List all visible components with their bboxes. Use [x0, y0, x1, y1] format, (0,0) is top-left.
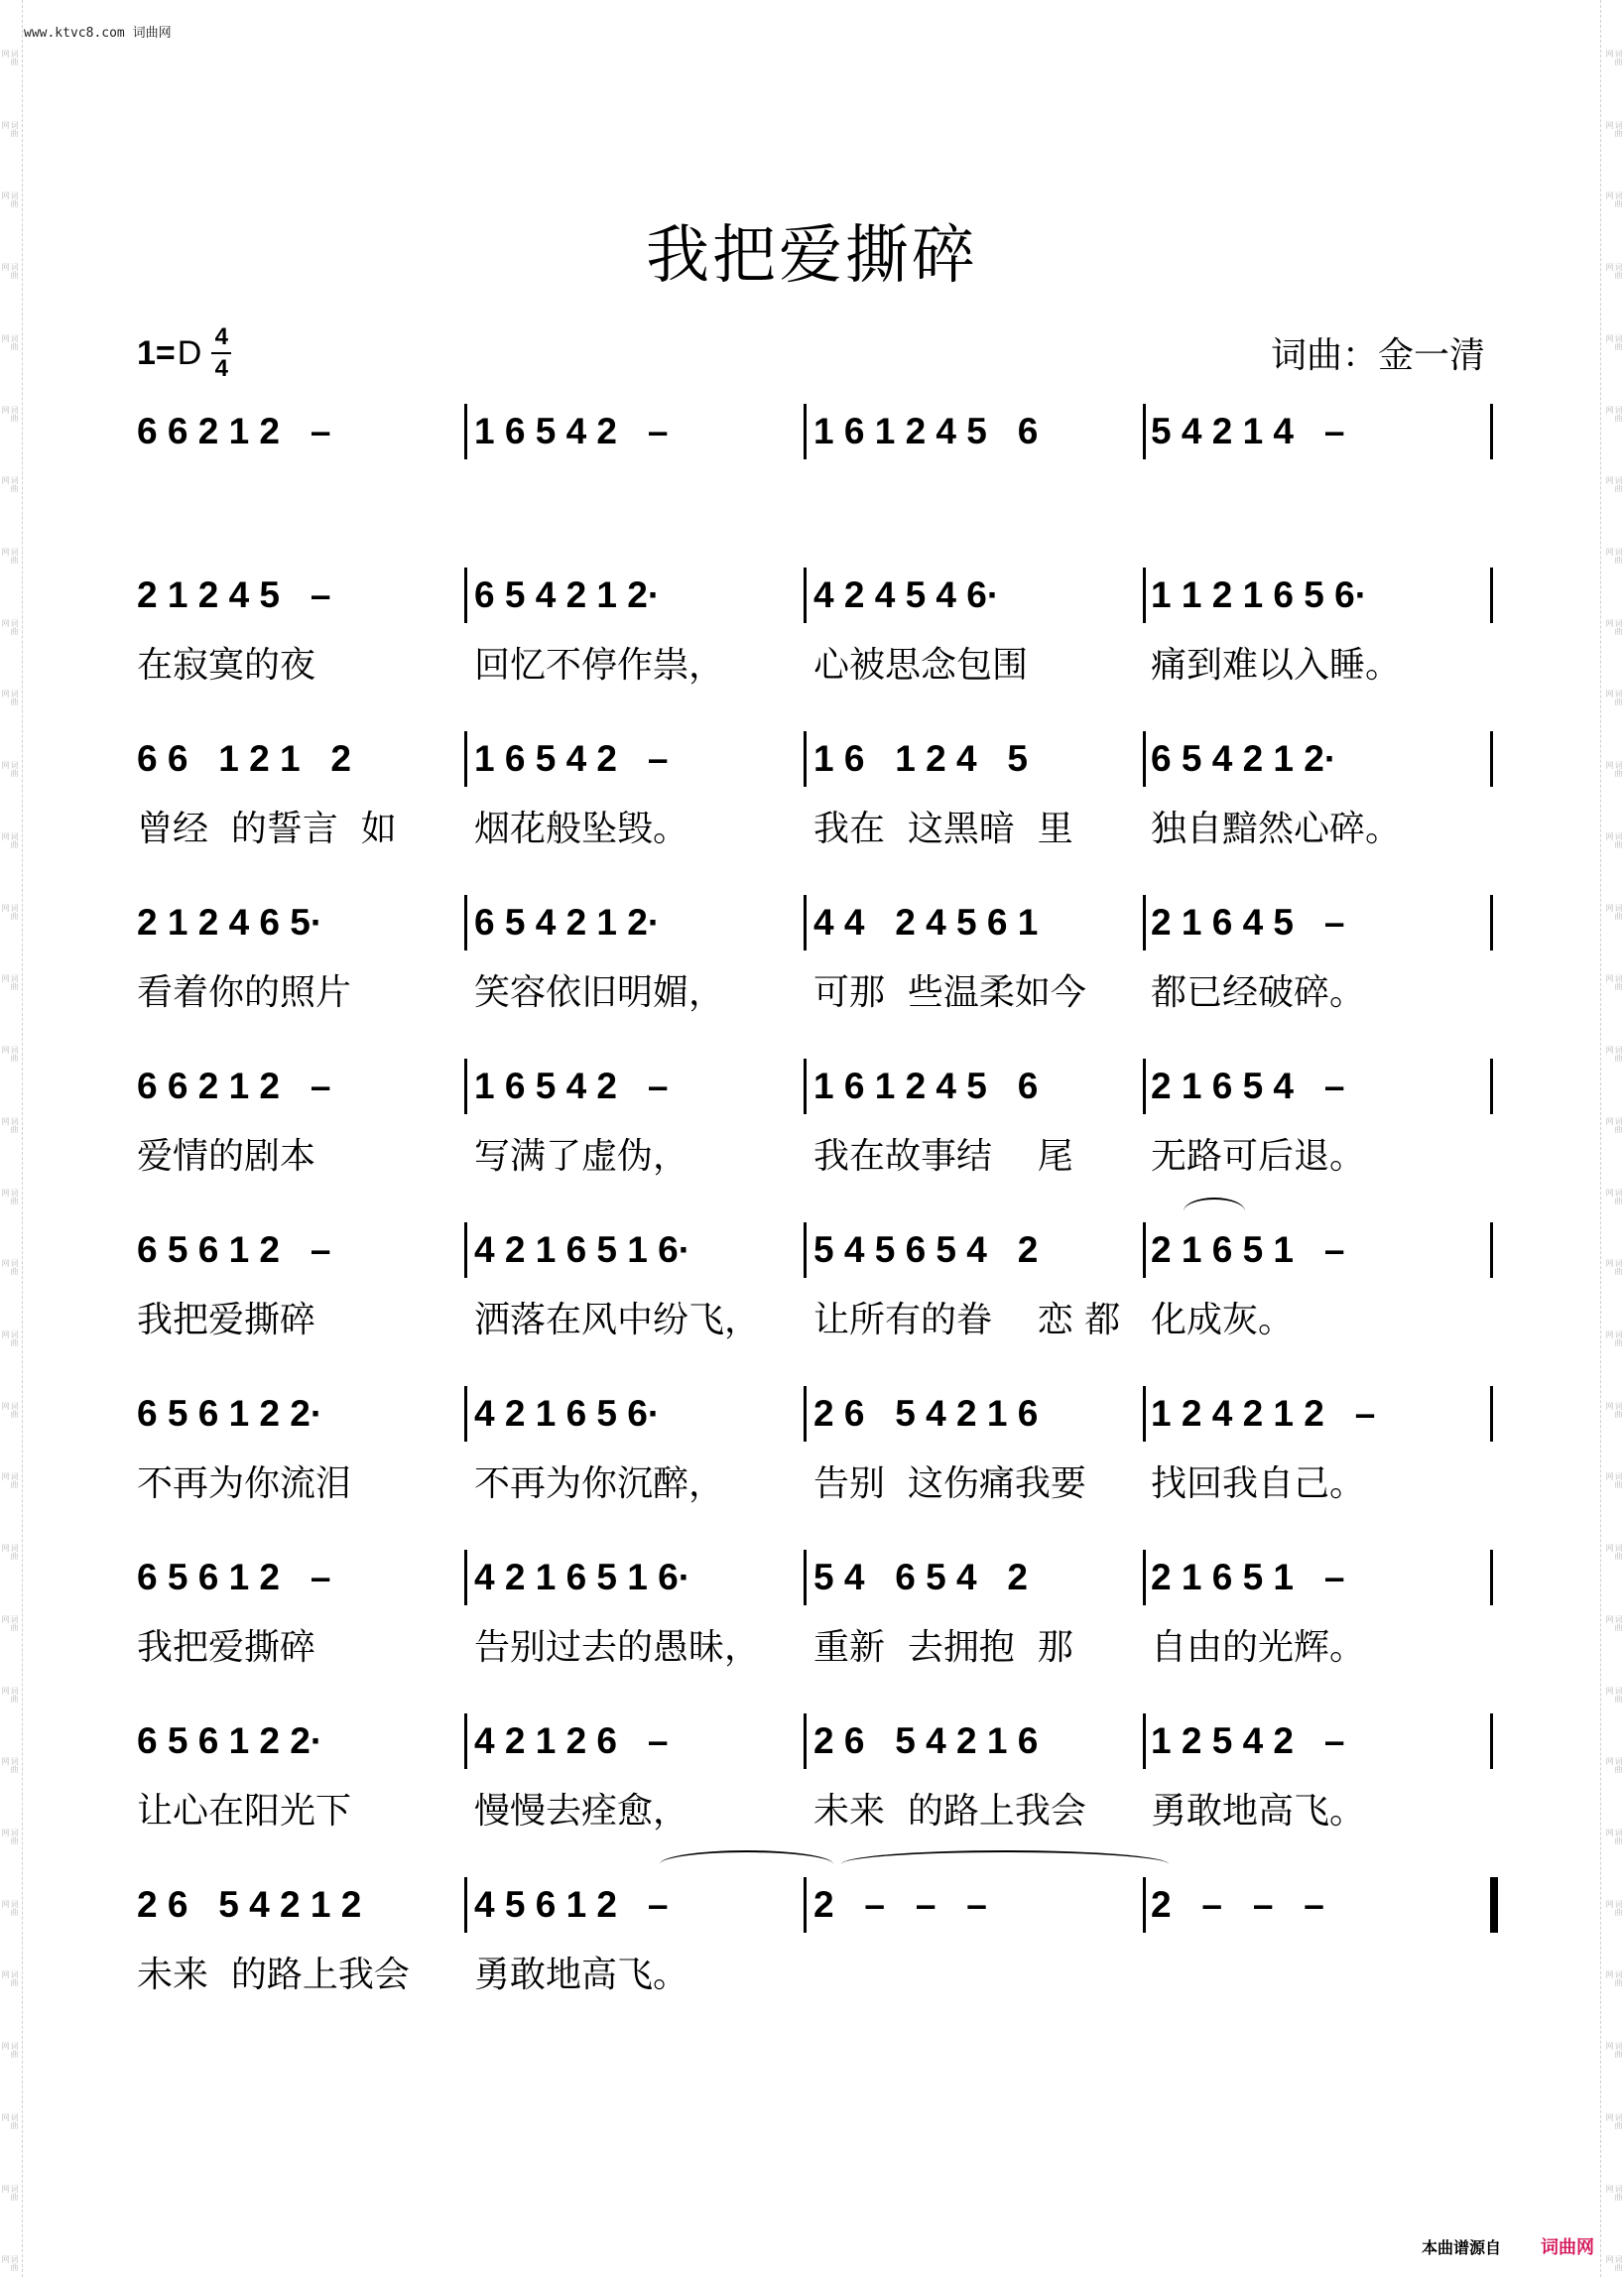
watermark-mark: 词曲网: [1, 690, 19, 706]
measure-notes: 4 5 6 1 2 –: [474, 1884, 669, 1925]
time-signature: [211, 322, 231, 384]
lyric-text: 写满了虚伪，: [474, 1136, 689, 1177]
watermark-mark: 词曲网: [1605, 476, 1623, 493]
measure-notes: 6 5 6 1 2 2·: [137, 1720, 323, 1761]
watermark-mark: 词曲网: [1, 1686, 19, 1703]
bar-line: [1490, 1877, 1498, 1933]
watermark-mark: 词曲网: [1605, 1116, 1623, 1133]
measure-notes: 4 2 1 2 6 –: [474, 1720, 669, 1761]
measure-notes: 2 6 5 4 2 1 6: [813, 1720, 1039, 1761]
watermark-mark: 词曲网: [1605, 1188, 1623, 1204]
measure-notes: 2 1 6 5 1 –: [1151, 1229, 1345, 1270]
lyric-text: 笑容依旧明媚，: [474, 972, 725, 1013]
watermark-mark: 词曲网: [1605, 1757, 1623, 1774]
bar-line: [1143, 895, 1146, 950]
measure-notes: 1 6 1 2 4 5 6: [813, 411, 1039, 451]
bar-line: [464, 404, 467, 459]
measure-notes: 1 2 5 4 2 –: [1151, 1720, 1345, 1761]
lyric-text: 自由的光辉。: [1151, 1627, 1366, 1668]
lyric-text: 烟花般坠毁。: [474, 809, 689, 849]
measure-notes: 4 2 4 5 4 6·: [813, 574, 1000, 615]
lyric-text: 爱情的剧本: [137, 1136, 316, 1177]
watermark-mark: 词曲网: [1605, 618, 1623, 635]
bar-line: [1143, 1877, 1146, 1933]
watermark-mark: 词曲网: [1605, 405, 1623, 422]
watermark-mark: 词曲网: [1605, 2042, 1623, 2059]
watermark-mark: 词曲网: [1605, 690, 1623, 706]
measure-notes: 1 6 1 2 4 5: [813, 738, 1028, 779]
watermark-mark: 词曲网: [1, 548, 19, 565]
bar-line: [804, 1386, 807, 1442]
bar-line: [464, 1059, 467, 1114]
bar-line: [464, 1877, 467, 1933]
notation-line: [0, 392, 1624, 501]
watermark-mark: 词曲网: [1, 2112, 19, 2129]
measure-notes: 1 6 5 4 2 –: [474, 411, 669, 451]
measure-notes: 2 1 2 4 6 5·: [137, 902, 323, 943]
measure-notes: 4 2 1 6 5 1 6·: [474, 1229, 691, 1270]
lyric-text: 不再为你沉醉，: [474, 1463, 725, 1504]
lyric-text: 回忆不停作祟，: [474, 645, 725, 686]
watermark-mark: 词曲网: [1605, 1686, 1623, 1703]
watermark-mark: 词曲网: [1, 120, 19, 137]
bar-line: [804, 1877, 807, 1933]
watermark-mark: 词曲网: [1605, 120, 1623, 137]
watermark-mark: 词曲网: [1, 476, 19, 493]
slur-mark: [841, 1850, 1169, 1878]
watermark-mark: 词曲网: [1605, 1899, 1623, 1916]
lyric-text: 让心在阳光下: [137, 1791, 352, 1832]
slur-mark: [660, 1850, 833, 1878]
bar-line: [804, 1550, 807, 1605]
lyric-text: 无路可后退。: [1151, 1136, 1366, 1177]
watermark-mark: 词曲网: [1605, 1472, 1623, 1489]
measure-notes: 1 6 5 4 2 –: [474, 738, 669, 779]
bar-line: [1490, 1386, 1493, 1442]
bar-line: [1490, 1059, 1493, 1114]
bar-line: [1490, 1222, 1493, 1278]
key-signature: [137, 322, 231, 384]
lyric-text: 曾经 的誓言 如: [137, 809, 397, 849]
bar-line: [464, 1386, 467, 1442]
watermark-mark: 词曲网: [1, 1899, 19, 1916]
watermark-mark: 词曲网: [1, 2184, 19, 2201]
watermark-mark: 词曲网: [1, 1544, 19, 1561]
watermark-mark: 词曲网: [1, 1472, 19, 1489]
watermark-mark: 词曲网: [1, 333, 19, 350]
lyric-text: 重新 去拥抱 那: [813, 1627, 1073, 1668]
lyric-text: 独自黯然心碎。: [1151, 809, 1402, 849]
bar-line: [1143, 1386, 1146, 1442]
watermark-mark: 词曲网: [1605, 1544, 1623, 1561]
watermark-mark: 词曲网: [1605, 1614, 1623, 1631]
bar-line: [1143, 1713, 1146, 1769]
lyric-text: 在寂寞的夜: [137, 645, 316, 686]
bar-line: [1490, 1550, 1493, 1605]
footer-source: 本曲谱源自: [1421, 2237, 1501, 2257]
watermark-mark: 词曲网: [1, 903, 19, 920]
watermark-mark: 词曲网: [1, 50, 19, 65]
watermark-mark: 词曲网: [1, 1329, 19, 1346]
measure-notes: 5 4 2 1 4 –: [1151, 411, 1345, 451]
lyric-text: 我在 这黑暗 里: [813, 809, 1073, 849]
bar-line: [464, 1713, 467, 1769]
time-top: 4: [214, 323, 228, 350]
measure-notes: 6 5 6 1 2 –: [137, 1557, 331, 1597]
lyric-text: 慢慢去痊愈，: [474, 1791, 689, 1832]
watermark-mark: 词曲网: [1, 1828, 19, 1844]
watermark-mark: 词曲网: [1, 761, 19, 778]
measure-notes: 2 6 5 4 2 1 2: [137, 1884, 362, 1925]
watermark-mark: 词曲网: [1605, 1401, 1623, 1418]
time-bottom: 4: [214, 355, 228, 382]
measure-notes: 2 1 2 4 5 –: [137, 574, 331, 615]
watermark-mark: 词曲网: [1605, 903, 1623, 920]
lyric-text: 勇敢地高飞。: [1151, 1791, 1366, 1832]
bar-line: [1143, 1059, 1146, 1114]
site-url: www.ktvc8.com 词曲网: [24, 26, 172, 41]
lyric-text: 告别 这伤痛我要: [813, 1463, 1086, 1504]
watermark-mark: 词曲网: [1605, 263, 1623, 280]
bar-line: [1143, 1550, 1146, 1605]
lyric-text: 痛到难以入睡。: [1151, 645, 1402, 686]
bar-line: [1490, 404, 1493, 459]
slur-mark: [1184, 1198, 1245, 1225]
bar-line: [804, 731, 807, 787]
watermark-mark: 词曲网: [1, 1970, 19, 1987]
watermark-mark: 词曲网: [1605, 548, 1623, 565]
watermark-mark: 词曲网: [1, 1401, 19, 1418]
measure-notes: 5 4 5 6 5 4 2: [813, 1229, 1039, 1270]
watermark-mark: 词曲网: [1605, 1329, 1623, 1346]
lyric-text: 化成灰。: [1151, 1300, 1295, 1340]
bar-line: [464, 568, 467, 623]
watermark-mark: 词曲网: [1, 1614, 19, 1631]
watermark-mark: 词曲网: [1, 1259, 19, 1276]
measure-notes: 2 6 5 4 2 1 6: [813, 1393, 1039, 1434]
bar-line: [1143, 404, 1146, 459]
lyric-text: 洒落在风中纷飞，: [474, 1300, 761, 1340]
measure-notes: 6 5 6 1 2 –: [137, 1229, 331, 1270]
watermark-mark: 词曲网: [1605, 2255, 1623, 2272]
lyric-text: 不再为你流泪: [137, 1463, 352, 1504]
bar-line: [1143, 731, 1146, 787]
watermark-mark: 词曲网: [1, 974, 19, 991]
watermark-mark: 词曲网: [1605, 974, 1623, 991]
measure-notes: 2 1 6 5 4 –: [1151, 1066, 1345, 1106]
watermark-mark: 词曲网: [1605, 1259, 1623, 1276]
measure-notes: 1 6 1 2 4 5 6: [813, 1066, 1039, 1106]
bar-line: [804, 895, 807, 950]
measure-notes: 6 5 6 1 2 2·: [137, 1393, 323, 1434]
bar-line: [464, 731, 467, 787]
measure-notes: 6 6 1 2 1 2: [137, 738, 351, 779]
bar-line: [804, 1713, 807, 1769]
watermark-mark: 词曲网: [1, 2042, 19, 2059]
composer-credit: 词曲：金一清: [1270, 335, 1485, 376]
lyric-text: 我把爱撕碎: [137, 1300, 316, 1340]
watermark-mark: 词曲网: [1, 191, 19, 208]
footer-brand: 词曲网: [1541, 2237, 1594, 2258]
bar-line: [804, 1222, 807, 1278]
key-letter: D: [177, 333, 202, 372]
lyric-text: 心被思念包围: [813, 645, 1029, 686]
measure-notes: 6 6 2 1 2 –: [137, 411, 331, 451]
watermark-mark: 词曲网: [1605, 831, 1623, 848]
footer: [1422, 2233, 1594, 2259]
bar-line: [464, 1550, 467, 1605]
watermark-mark: 词曲网: [1, 2255, 19, 2272]
watermark-mark: 词曲网: [1605, 1046, 1623, 1063]
measure-notes: 4 2 1 6 5 1 6·: [474, 1557, 691, 1597]
watermark-mark: 词曲网: [1605, 1828, 1623, 1844]
bar-line: [1490, 731, 1493, 787]
bar-line: [464, 895, 467, 950]
watermark-mark: 词曲网: [1, 618, 19, 635]
watermark-mark: 词曲网: [1, 263, 19, 280]
watermark-mark: 词曲网: [1605, 2184, 1623, 2201]
measure-notes: 5 4 6 5 4 2: [813, 1557, 1028, 1597]
watermark-mark: 词曲网: [1, 1188, 19, 1204]
bar-line: [464, 1222, 467, 1278]
watermark-mark: 词曲网: [1605, 333, 1623, 350]
bar-line: [1490, 1713, 1493, 1769]
measure-notes: 1 1 2 1 6 5 6·: [1151, 574, 1368, 615]
lyric-text: 可那 些温柔如今: [813, 972, 1086, 1013]
lyric-text: 告别过去的愚昧，: [474, 1627, 761, 1668]
measure-notes: 1 2 4 2 1 2 –: [1151, 1393, 1376, 1434]
measure-notes: 2 1 6 5 1 –: [1151, 1557, 1345, 1597]
watermark-mark: 词曲网: [1, 1046, 19, 1063]
bar-line: [1143, 568, 1146, 623]
key-prefix: 1=: [137, 333, 176, 372]
lyric-text: 找回我自己。: [1151, 1463, 1366, 1504]
bar-line: [1490, 568, 1493, 623]
bar-line: [804, 404, 807, 459]
measure-notes: 2 – – –: [813, 1884, 987, 1925]
lyric-text: 勇敢地高飞。: [474, 1955, 689, 1995]
bar-line: [804, 568, 807, 623]
bar-line: [1143, 1222, 1146, 1278]
bar-line: [1490, 895, 1493, 950]
lyric-text: 我把爱撕碎: [137, 1627, 316, 1668]
lyric-text: 未来 的路上我会: [813, 1791, 1086, 1832]
watermark-mark: 词曲网: [1605, 50, 1623, 65]
lyric-text: 未来 的路上我会: [137, 1955, 410, 1995]
lyric-text: 让所有的眷 恋 都: [813, 1300, 1121, 1340]
song-title: 我把爱撕碎: [646, 219, 978, 293]
lyric-text: 都已经破碎。: [1151, 972, 1366, 1013]
watermark-mark: 词曲网: [1, 1116, 19, 1133]
measure-notes: 6 5 4 2 1 2·: [1151, 738, 1337, 779]
measure-notes: 2 1 6 4 5 –: [1151, 902, 1345, 943]
measure-notes: 1 6 5 4 2 –: [474, 1066, 669, 1106]
watermark-mark: 词曲网: [1, 405, 19, 422]
watermark-mark: 词曲网: [1605, 1970, 1623, 1987]
lyric-text: 我在故事结 尾: [813, 1136, 1073, 1177]
measure-notes: 2 – – –: [1151, 1884, 1324, 1925]
measure-notes: 6 5 4 2 1 2·: [474, 574, 661, 615]
watermark-mark: 词曲网: [1605, 2112, 1623, 2129]
watermark-mark: 词曲网: [1605, 191, 1623, 208]
watermark-mark: 词曲网: [1605, 761, 1623, 778]
bar-line: [804, 1059, 807, 1114]
watermark-mark: 词曲网: [1, 1757, 19, 1774]
lyric-text: 看着你的照片: [137, 972, 352, 1013]
measure-notes: 4 2 1 6 5 6·: [474, 1393, 661, 1434]
measure-notes: 6 6 2 1 2 –: [137, 1066, 331, 1106]
measure-notes: 4 4 2 4 5 6 1: [813, 902, 1039, 943]
watermark-mark: 词曲网: [1, 831, 19, 848]
measure-notes: 6 5 4 2 1 2·: [474, 902, 661, 943]
